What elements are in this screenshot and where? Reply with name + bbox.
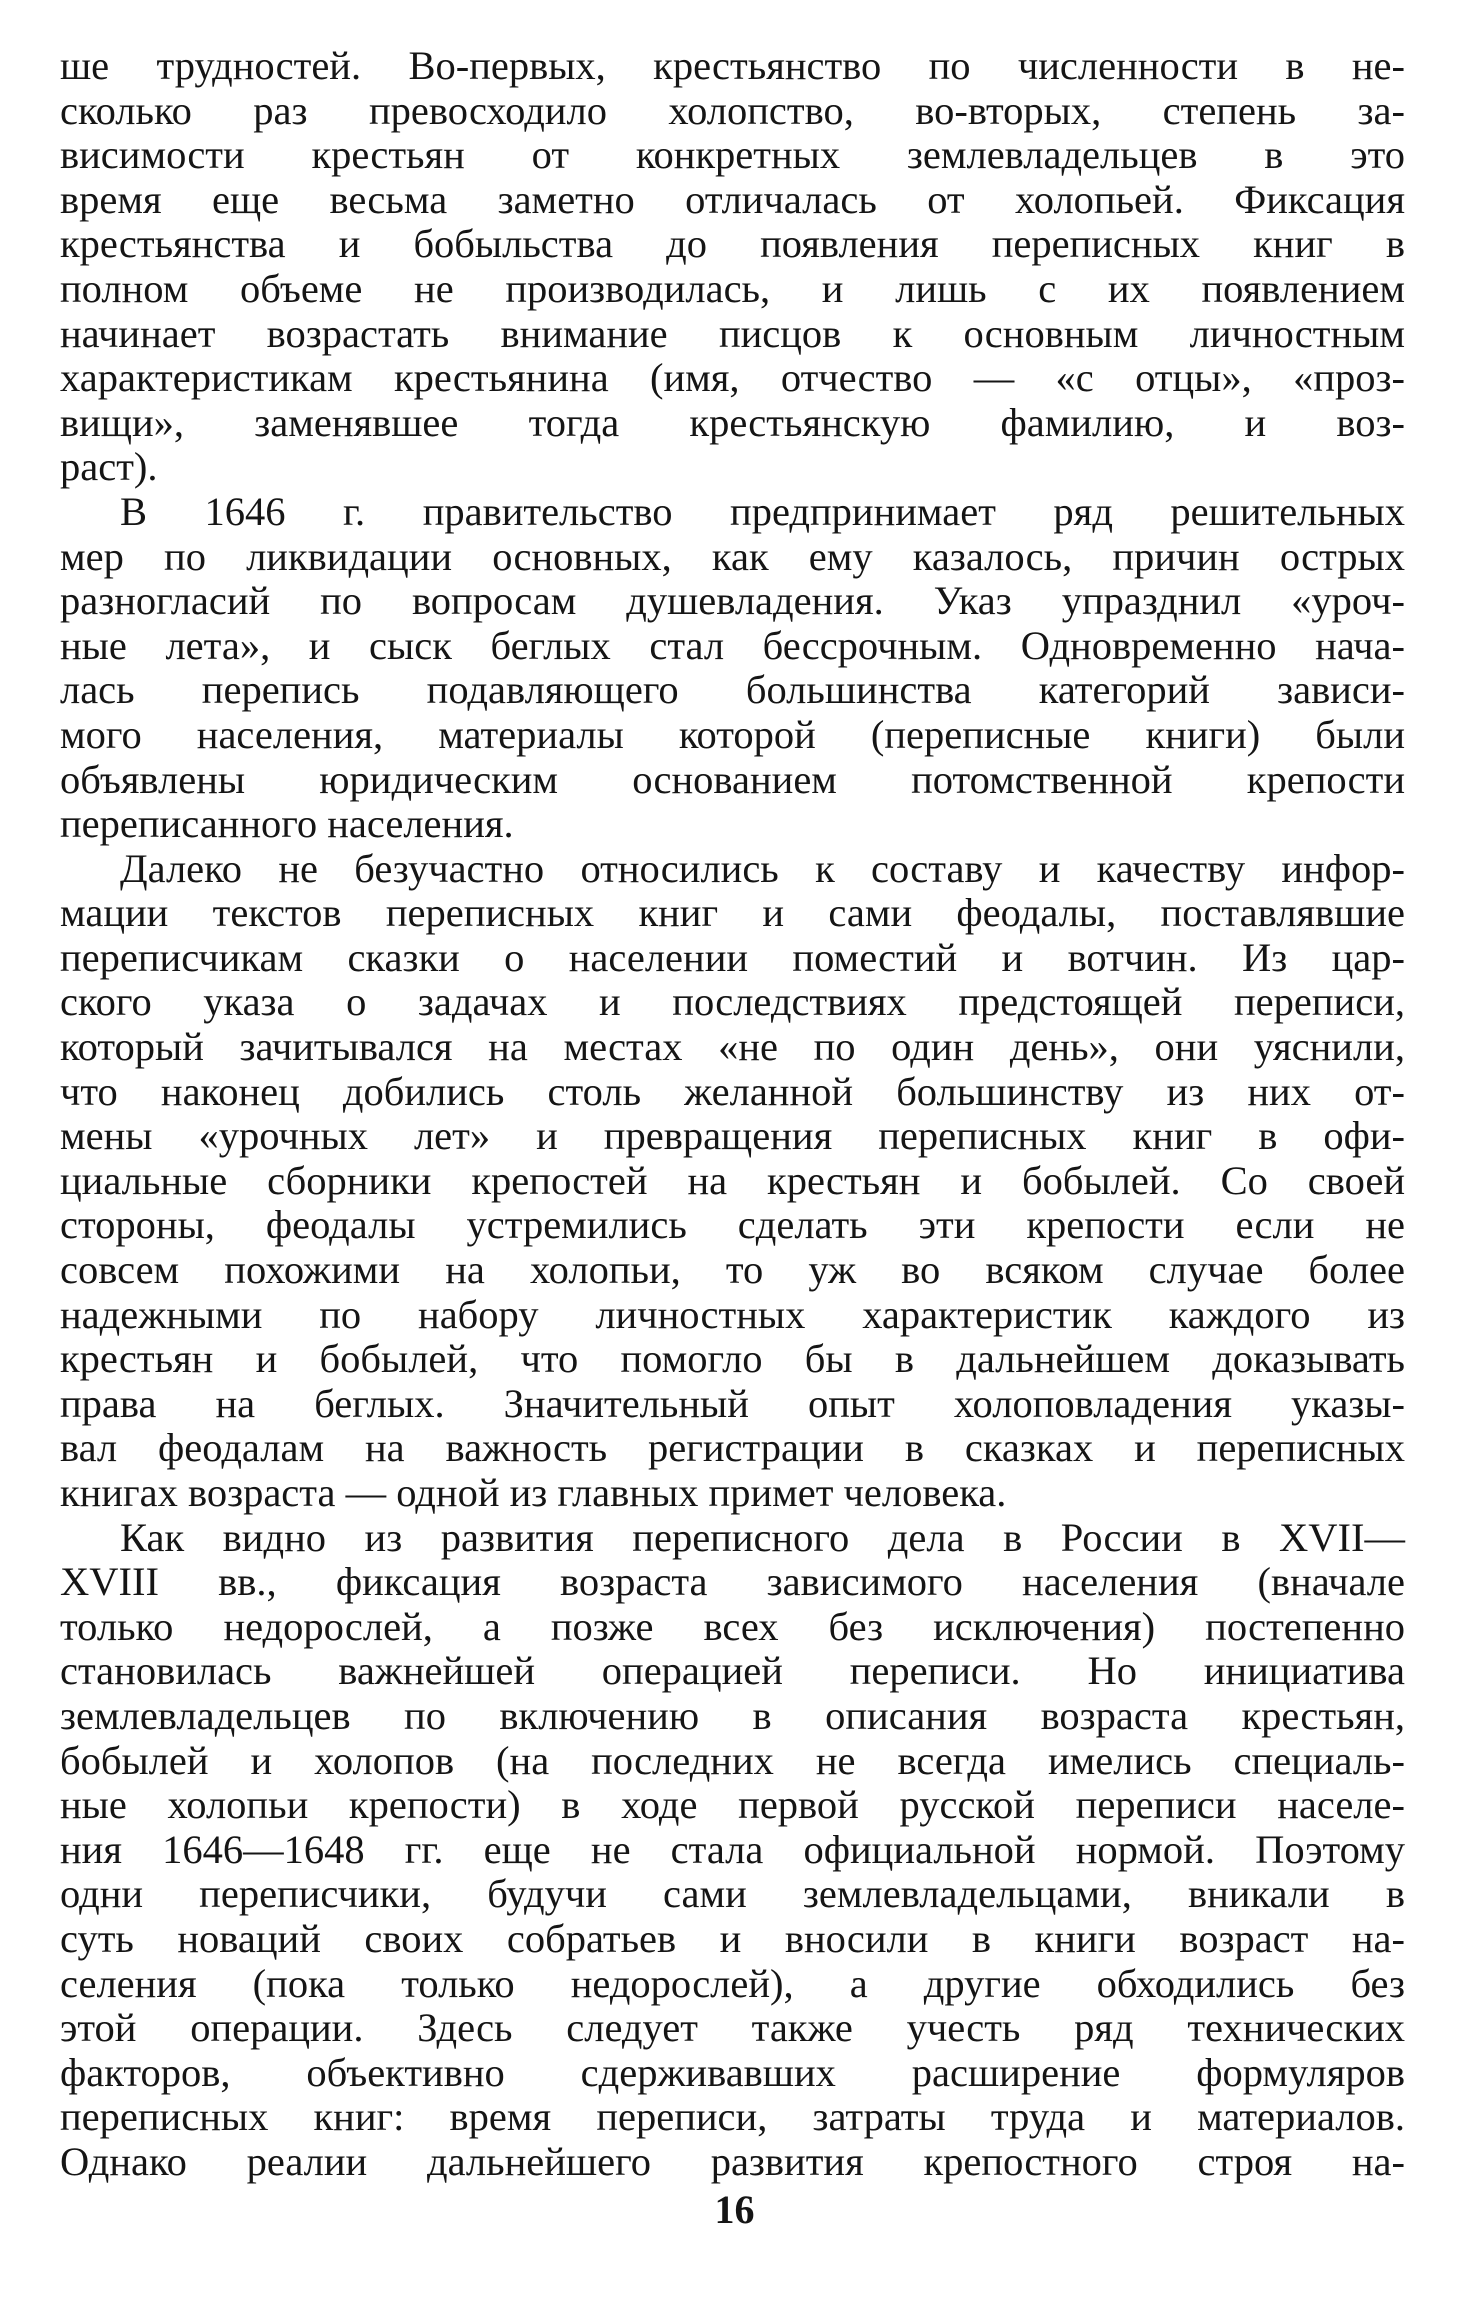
text-line: одни переписчики, будучи сами землевладельцами, вникали в [60, 1871, 1405, 1917]
text-line: мены «урочных лет» и превращения переписных книг в офи- [60, 1113, 1405, 1159]
text-line: этой операции. Здесь следует также учесть ряд технических [60, 2005, 1405, 2051]
text-line: висимости крестьян от конкретных землевладельцев в это [60, 132, 1405, 178]
text-line: переписчикам сказки о населении поместий и вотчин. Из цар- [60, 934, 1405, 980]
text-line: вал феодалам на важность регистрации в сказках и переписных [60, 1425, 1405, 1471]
text-line: XVIII вв., фиксация возраста зависимого населения (вначале [60, 1559, 1405, 1605]
text-line: суть новаций своих собратьев и вносили в книги возраст на- [60, 1915, 1405, 1961]
text-line: характеристикам крестьянина (имя, отчество — «с отцы», «проз- [60, 355, 1405, 401]
text-line: крестьянства и бобыльства до появления переписных книг в [60, 221, 1405, 267]
text-line: крестьян и бобылей, что помогло бы в дальнейшем доказывать [60, 1336, 1405, 1382]
text-line: ные лета», и сыск беглых стал бессрочным. Одновременно нача- [60, 622, 1405, 668]
paragraph-4 [60, 1516, 1405, 2185]
text-line: только недорослей, а позже всех без исключения) постепенно [60, 1603, 1405, 1649]
text-line: Далеко не безучастно относились к составу и качеству инфор- [120, 845, 1405, 891]
text-line: стороны, феодалы устремились сделать эти крепости если не [60, 1202, 1405, 1248]
text-line: раст). [60, 444, 158, 490]
text-line: ния 1646—1648 гг. еще не стала официальной нормой. Поэтому [60, 1826, 1405, 1872]
text-line: переписных книг: время переписи, затраты труда и материалов. [60, 2094, 1405, 2140]
text-line: сколько раз превосходило холопство, во-вторых, степень за- [60, 87, 1405, 133]
text-line: книгах возраста — одной из главных примет человека. [60, 1470, 1007, 1515]
text-line: Однако реалии дальнейшего развития крепостного строя на- [60, 2138, 1405, 2184]
text-line: надежными по набору личностных характеристик каждого из [60, 1291, 1405, 1337]
text-line: что наконец добились столь желанной большинству из них от- [60, 1068, 1405, 1114]
text-line: объявлены юридическим основанием потомственной крепости [60, 756, 1405, 802]
text-line: мер по ликвидации основных, как ему казалось, причин острых [60, 533, 1405, 579]
text-line: мого населения, материалы которой (переписные книги) были [60, 711, 1405, 757]
text-line: факторов, объективно сдерживавших расширение формуляров [60, 2049, 1405, 2095]
paragraph-3 [60, 847, 1405, 1516]
text-line: начинает возрастать внимание писцов к основным личностным [60, 310, 1405, 356]
text-line: ше трудностей. Во-первых, крестьянство по численности в не- [60, 43, 1405, 88]
text-line: землевладельцев по включению в описания возраста крестьян, [60, 1692, 1405, 1738]
text-line: переписанного населения. [60, 801, 514, 847]
text-line: который зачитывался на местах «не по один день», они уяснили, [60, 1024, 1405, 1070]
paragraph-2 [60, 490, 1405, 847]
paragraph-1 [60, 44, 1405, 490]
text-line: права на беглых. Значительный опыт холоповладения указы- [60, 1380, 1405, 1426]
page-body [60, 44, 1405, 2185]
text-line: вищи», заменявшее тогда крестьянскую фамилию, и воз- [60, 399, 1405, 445]
text-line: лась перепись подавляющего большинства категорий зависи- [60, 667, 1405, 713]
text-line: циальные сборники крепостей на крестьян и бобылей. Со своей [60, 1157, 1405, 1203]
text-line: разногласий по вопросам душевладения. Указ упразднил «уроч- [60, 578, 1405, 624]
text-line: Как видно из развития переписного дела в России в XVII— [120, 1514, 1405, 1560]
text-line: мации текстов переписных книг и сами феодалы, поставлявшие [60, 890, 1405, 936]
page-number: 16 [714, 2187, 755, 2232]
text-line: селения (пока только недорослей), а другие обходились без [60, 1960, 1405, 2006]
text-line: ные холопьи крепости) в ходе первой русской переписи населе- [60, 1782, 1405, 1828]
text-line: ского указа о задачах и последствиях предстоящей переписи, [60, 979, 1405, 1025]
text-line: становилась важнейшей операцией переписи. Но инициатива [60, 1648, 1405, 1694]
text-line: полном объеме не производилась, и лишь с их появлением [60, 265, 1405, 311]
text-line: совсем похожими на холопьи, то уж во всяком случае более [60, 1247, 1405, 1293]
text-line: В 1646 г. правительство предпринимает ряд решительных [120, 488, 1405, 534]
text-line: бобылей и холопов (на последних не всегда имелись специаль- [60, 1737, 1405, 1783]
text-line: время еще весьма заметно отличалась от холопьей. Фиксация [60, 176, 1405, 222]
